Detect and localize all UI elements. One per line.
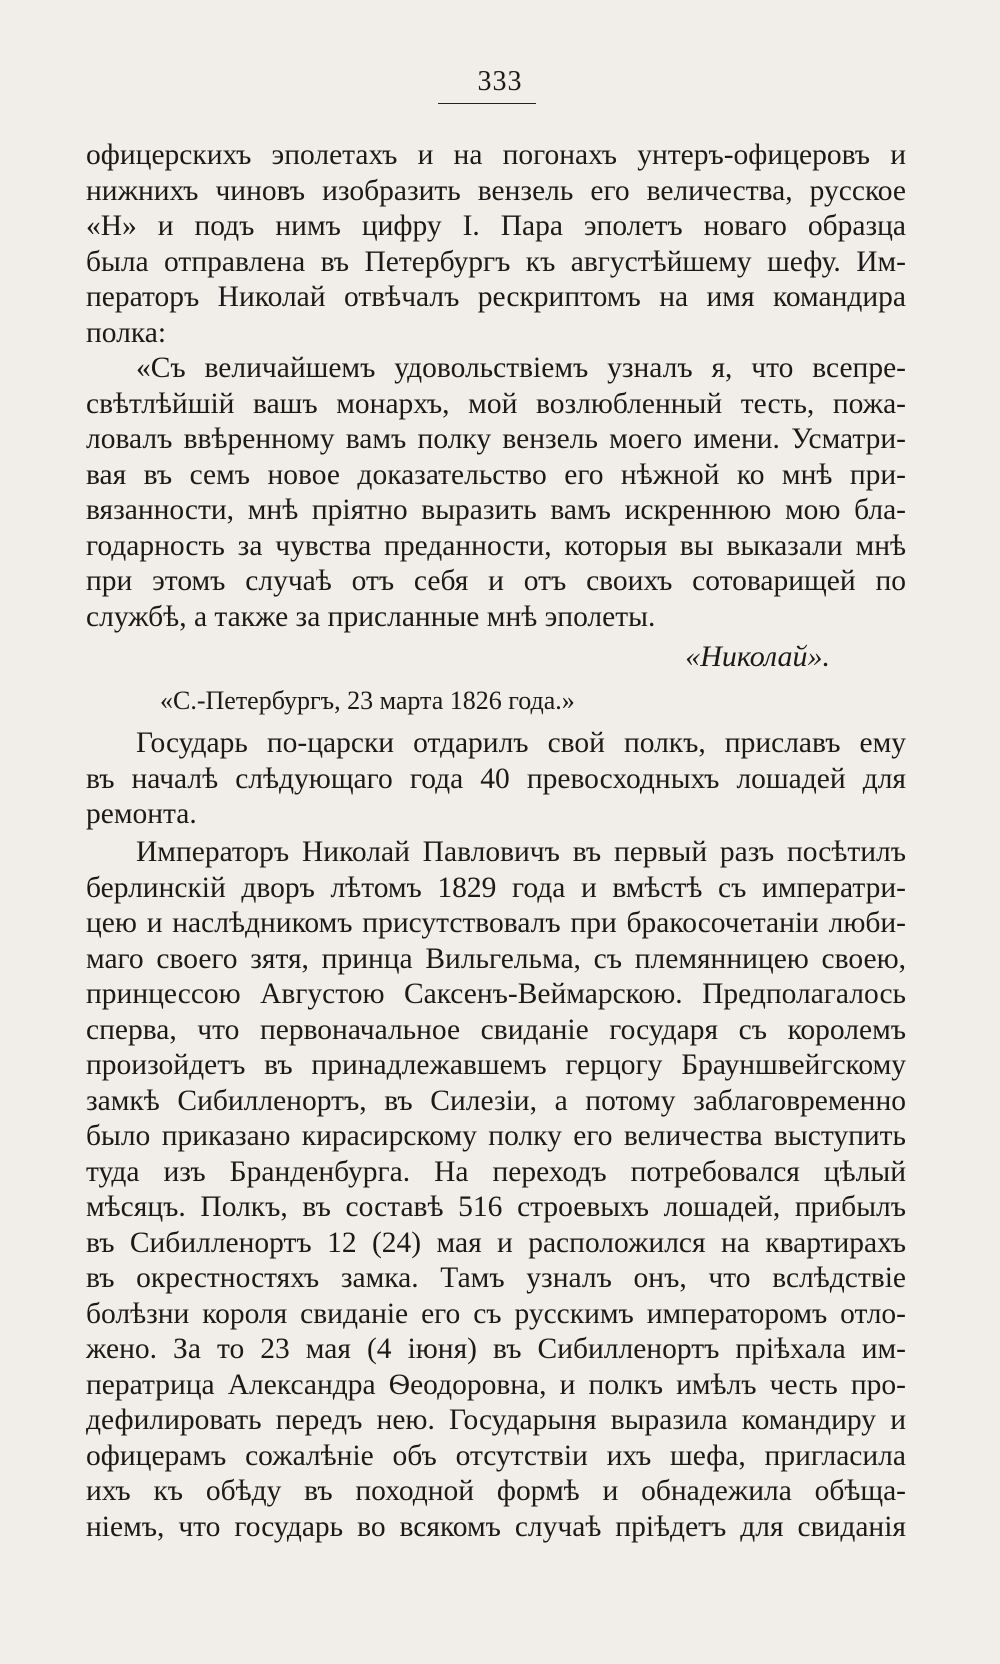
text-line: офицерамъ сожалѣніе объ отсутствіи ихъ шефа, пригласила — [86, 1439, 906, 1472]
text-line: принцессою Августою Саксенъ-Веймарскою. Предполагалось — [86, 978, 906, 1010]
text-line: въ началѣ слѣдующаго года 40 превосходныхъ лошадей для — [86, 762, 906, 795]
text-line: ператрица Александра Ѳеодоровна, и полкъ имѣлъ честь про- — [86, 1368, 906, 1401]
quote-line: ловалъ ввѣренному вамъ полку вензель моего имени. Усматри- — [86, 423, 906, 455]
text-line: сперва, что первоначальное свиданіе государя съ королемъ — [86, 1013, 906, 1046]
text-line: въ окрестностяхъ замка. Тамъ узналъ онъ, что вслѣдствіе — [86, 1262, 906, 1294]
page-number: 333 — [477, 66, 523, 97]
text-line: въ Сибилленортъ 12 (24) мая и расположился на квартирахъ — [86, 1226, 906, 1259]
quote-line: вязанности, мнѣ пріятно выразить вамъ искреннюю мою бла- — [86, 494, 906, 526]
text-line: Императоръ Николай Павловичъ въ первый разъ посѣтилъ — [136, 836, 906, 868]
text-line: было приказано кирасирскому полку его величества выступить — [86, 1120, 906, 1152]
text-line: нижнихъ чиновъ изобразить вензель его величества, русское — [86, 174, 906, 207]
text-line: ремонта. — [86, 798, 197, 830]
dateline: «С.-Петербургъ, 23 марта 1826 года.» — [160, 686, 575, 715]
text-line: произойдетъ въ принадлежавшемъ герцогу Брауншвейгскому — [86, 1049, 906, 1081]
quote-line: службѣ, а также за присланные мнѣ эполеты. — [86, 600, 656, 633]
text-line: офицерскихъ эполетахъ и на погонахъ унтеръ-офицеровъ и — [86, 139, 906, 171]
text-line: замкѣ Сибилленортъ, въ Силезіи, а потому заблаговременно — [86, 1084, 906, 1117]
text-line: туда изъ Бранденбурга. На переходъ потребовался цѣлый — [86, 1155, 906, 1188]
text-line: маго своего зятя, принца Вильгельма, съ племянницею своею, — [86, 942, 906, 975]
quote-line: свѣтлѣйшій вашъ монархъ, мой возлюбленный тесть, пожа- — [86, 387, 906, 420]
text-line: полка: — [86, 316, 167, 349]
text-line: Государь по-царски отдарилъ свой полкъ, приславъ ему — [136, 727, 906, 759]
text-line: «Н» и подъ нимъ цифру I. Пара эполетъ новаго образца — [86, 210, 906, 242]
signature: «Николай». — [685, 640, 830, 673]
text-line: цею и наслѣдникомъ присутствовалъ при бракосочетаніи люби- — [86, 907, 906, 939]
text-line: ніемъ, что государь во всякомъ случаѣ пріѣдетъ для свиданія — [86, 1510, 906, 1543]
text-line: ператоръ Николай отвѣчалъ рескриптомъ на имя командира — [86, 281, 906, 313]
text-line: была отправлена въ Петербургъ къ августѣйшему шефу. Им- — [86, 245, 906, 278]
text-line: жено. За то 23 мая (4 іюня) въ Сибилленортъ пріѣхала им- — [86, 1333, 906, 1365]
quote-line: вая въ семъ новое доказательство его нѣжной ко мнѣ при- — [86, 458, 906, 491]
text-line: берлинскій дворъ лѣтомъ 1829 года и вмѣстѣ съ императри- — [86, 871, 906, 904]
page-number-rule — [438, 103, 536, 104]
text-line: дефилировать передъ нею. Государыня выразила командиру и — [86, 1404, 906, 1436]
quote-line: годарность за чувства преданности, которыя вы выказали мнѣ — [86, 529, 906, 562]
quote-line: «Съ величайшемъ удовольствіемъ узналъ я, что всепре- — [136, 352, 906, 384]
quote-line: при этомъ случаѣ отъ себя и отъ своихъ сотоварищей по — [86, 565, 906, 597]
text-line: ихъ къ обѣду въ походной формѣ и обнадежила обѣща- — [86, 1475, 906, 1507]
text-line: болѣзни короля свиданіе его съ русскимъ императоромъ отло- — [86, 1297, 906, 1330]
text-line: мѣсяцъ. Полкъ, въ составѣ 516 строевыхъ лошадей, прибылъ — [86, 1191, 906, 1223]
